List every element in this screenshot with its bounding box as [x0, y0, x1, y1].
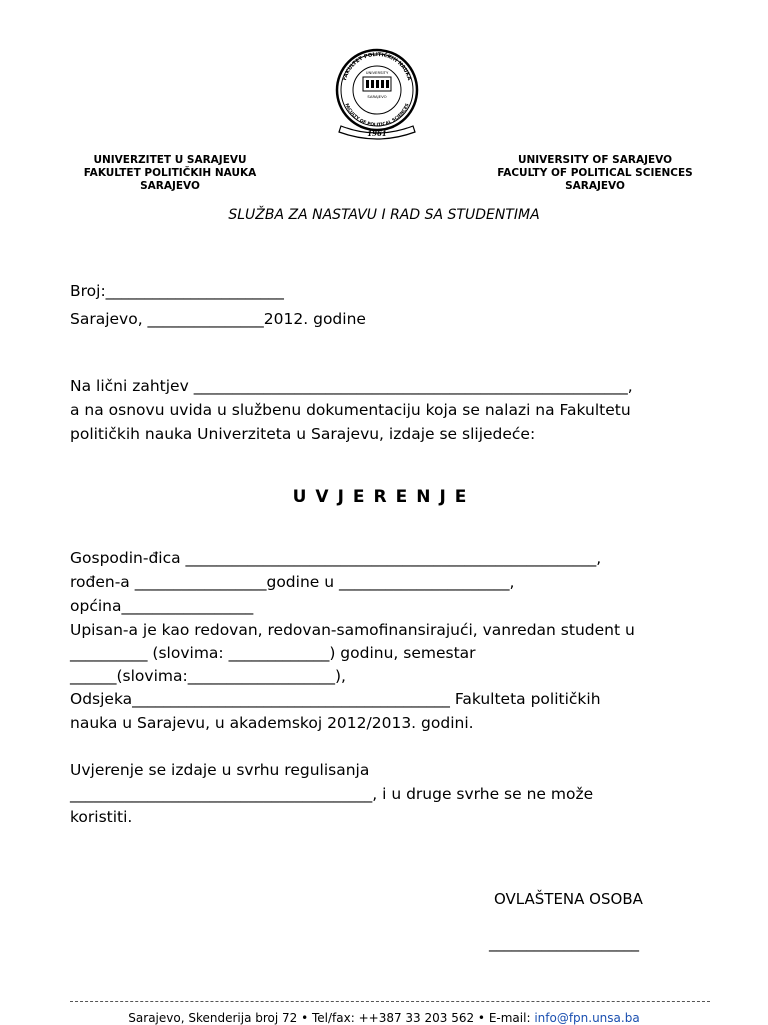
service-title: SLUŽBA ZA NASTAVU I RAD SA STUDENTIMA — [228, 207, 540, 223]
body-line: Gospodin-đica _____________________________________________________, — [70, 549, 602, 567]
body-line: općina_________________ — [70, 597, 254, 615]
header-right-line: SARAJEVO — [565, 180, 625, 192]
signature-line: ____________________ — [489, 934, 639, 952]
header-right-institution — [490, 154, 700, 193]
signature-label: OVLAŠTENA OSOBA — [494, 890, 643, 908]
date-field: Sarajevo, _______________2012. godine — [70, 310, 366, 328]
intro-line: Na lični zahtjev ________________________________________________________, — [70, 377, 633, 395]
footer-address: Sarajevo, Skenderija broj 72 • Tel/fax: ++387 33 203 562 • E-mail: — [128, 1011, 535, 1025]
purpose-line: Uvjerenje se izdaje u svrhu regulisanja — [70, 761, 370, 779]
svg-text:SARAJEVO: SARAJEVO — [367, 94, 387, 99]
broj-field: Broj:_______________________ — [70, 282, 284, 300]
document-title: UVJERENJE — [292, 487, 476, 507]
svg-text:FAKULTET POLITIČKIH NAUKA: FAKULTET POLITIČKIH NAUKA — [341, 51, 413, 82]
svg-text:1961: 1961 — [367, 129, 387, 138]
header-right-line: UNIVERSITY OF SARAJEVO — [517, 154, 673, 166]
purpose-line: _______________________________________, i u druge svrhe se ne može — [70, 785, 594, 803]
header-left-institution — [70, 154, 270, 193]
purpose-line: koristiti. — [70, 808, 133, 826]
intro-line: političkih nauka Univerziteta u Sarajevu, izdaje se slijedeće: — [70, 425, 536, 443]
body-line: Odsjeka_________________________________________ Fakulteta političkih — [70, 690, 601, 708]
body-line: Upisan-a je kao redovan, redovan-samofinansirajući, vanredan student u — [70, 621, 635, 639]
body-line: nauka u Sarajevu, u akademskoj 2012/2013. godini. — [70, 714, 474, 732]
svg-text:FACULTY OF POLITICAL SCIENCES: FACULTY OF POLITICAL SCIENCES — [343, 102, 411, 129]
svg-text:UNIVERSITY: UNIVERSITY — [365, 70, 389, 75]
header-left-line: UNIVERZITET U SARAJEVU — [93, 154, 247, 166]
header-left-line: SARAJEVO — [140, 180, 200, 192]
intro-line: a na osnovu uvida u službenu dokumentaciju koja se nalazi na Fakultetu — [70, 401, 631, 419]
body-line: rođen-a _________________godine u ______________________, — [70, 573, 515, 591]
body-line: ______(slovima:___________________), — [70, 667, 346, 685]
body-line: __________ (slovima: _____________) godinu, semestar — [70, 644, 476, 662]
footer-email-link[interactable]: info@fpn.unsa.ba — [534, 1011, 640, 1025]
header-right-line: FACULTY OF POLITICAL SCIENCES — [497, 167, 693, 179]
footer-divider — [70, 1001, 710, 1002]
footer-contact — [0, 1011, 768, 1025]
faculty-seal-logo — [331, 46, 423, 142]
header-left-line: FAKULTET POLITIČKIH NAUKA — [83, 167, 257, 179]
